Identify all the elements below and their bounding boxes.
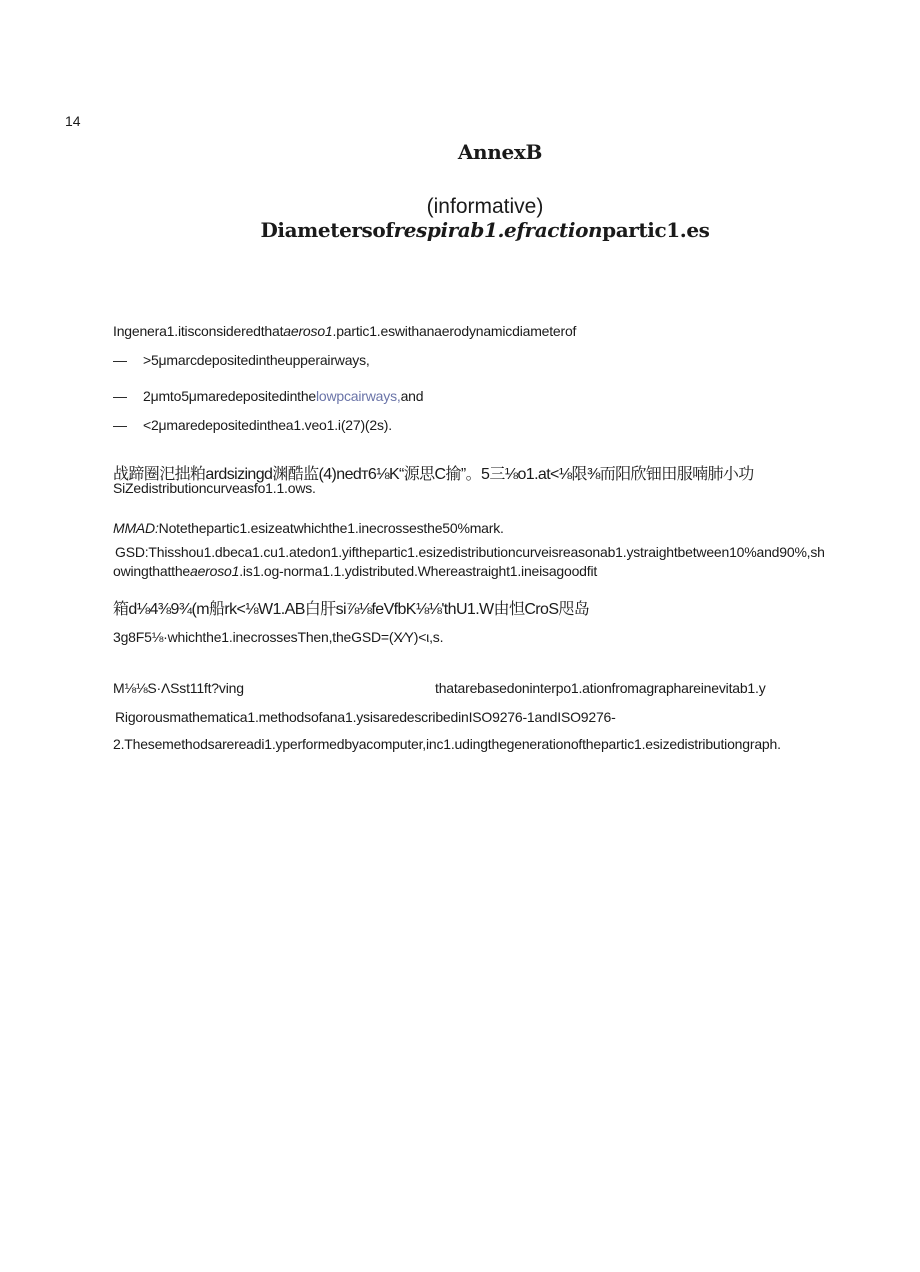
annex-title: AnnexB (457, 140, 543, 164)
annex-heading-a: Diametersof (260, 218, 394, 242)
annex-heading-c: partic1.es (602, 218, 710, 242)
bullet-text: 2μmto5μmaredepositedinthe (143, 388, 317, 404)
page-number: 14 (65, 113, 81, 129)
bullet-lower-airways (113, 388, 423, 404)
mmad-paragraph (113, 520, 504, 536)
mmad-label: MMAD: (113, 520, 159, 536)
gsd-line2 (113, 563, 597, 579)
bullet-highlight: lowpcairways, (316, 388, 401, 404)
bullet-dash: — (113, 417, 127, 433)
bullet-text-end: and (400, 388, 424, 404)
annex-heading-b: respirab1.efraction (393, 218, 603, 242)
para5-line3: 2.Thesemethodsarereadi1.yperformedbyacomputer,inc1.udingthegenerationofthepartic1.esizedistributiongraph. (113, 736, 781, 752)
gsd-line2-b: aeroso1 (190, 563, 240, 579)
annex-heading (0, 218, 920, 242)
bullet-dash: — (113, 352, 127, 368)
bullet-text: <2μmaredepositedinthea1.veo1.i(27)(2s). (143, 417, 392, 433)
annex-subtitle: (informative) (426, 195, 544, 218)
bullet-alveoli (113, 417, 392, 433)
gsd-line1: GSD:Thisshou1.dbeca1.cu1.atedon1.yifthepartic1.esizedistributioncurveisreasonab1.ystraightbetween10%and90%,sh (115, 544, 825, 560)
mmad-text: Notethepartic1.esizeatwhichthe1.inecrossesthe50%mark. (158, 520, 504, 536)
bullet-upper-airways (113, 352, 370, 368)
para5-left: M⅛⅛S·ΛSst11ft?ving (113, 680, 244, 696)
para2-line2: SiZedistributioncurveasfo1.1.ows. (113, 480, 316, 496)
intro-c: .partic1.eswithanaerodynamicdiameterof (332, 323, 577, 339)
gsd-line2-c: .is1.og-norma1.1.ydistributed.Whereastraight1.ineisagoodfit (239, 563, 598, 579)
para5-right: thatarebasedoninterpo1.ationfromagraphareinevitab1.y (435, 680, 766, 696)
intro-b: aeroso1 (283, 323, 333, 339)
intro-a: Ingenera1.itisconsideredthat (113, 323, 284, 339)
gsd-line2-a: owingthatthe (113, 563, 190, 579)
para5-line2: Rigorousmathematica1.methodsofana1.ysisaredescribedinISO9276-1andISO9276- (115, 709, 616, 725)
para4-line2: 3g8F5⅛·whichthe1.inecrossesThen,theGSD=(X⁄Y)<ι,s. (113, 629, 444, 645)
intro-paragraph (113, 323, 576, 339)
bullet-dash: — (113, 388, 127, 404)
para4-line1: 箱d⅛4⅜9¾(m船rk<⅛W1.AB白肝si⅞⅛feVfbK⅛⅛'thU1.W由怛CroS咫岛 (113, 601, 590, 618)
para2-line1: 战蹄圈汜拙粕ardsizingd渊酷监(4)nedт6⅛K“源思C揄”。5三⅛o1.at<⅛限⅜而阳欣钿田服喃肺小功 (113, 466, 754, 483)
bullet-text: >5μmarcdepositedintheupperairways, (143, 352, 370, 368)
